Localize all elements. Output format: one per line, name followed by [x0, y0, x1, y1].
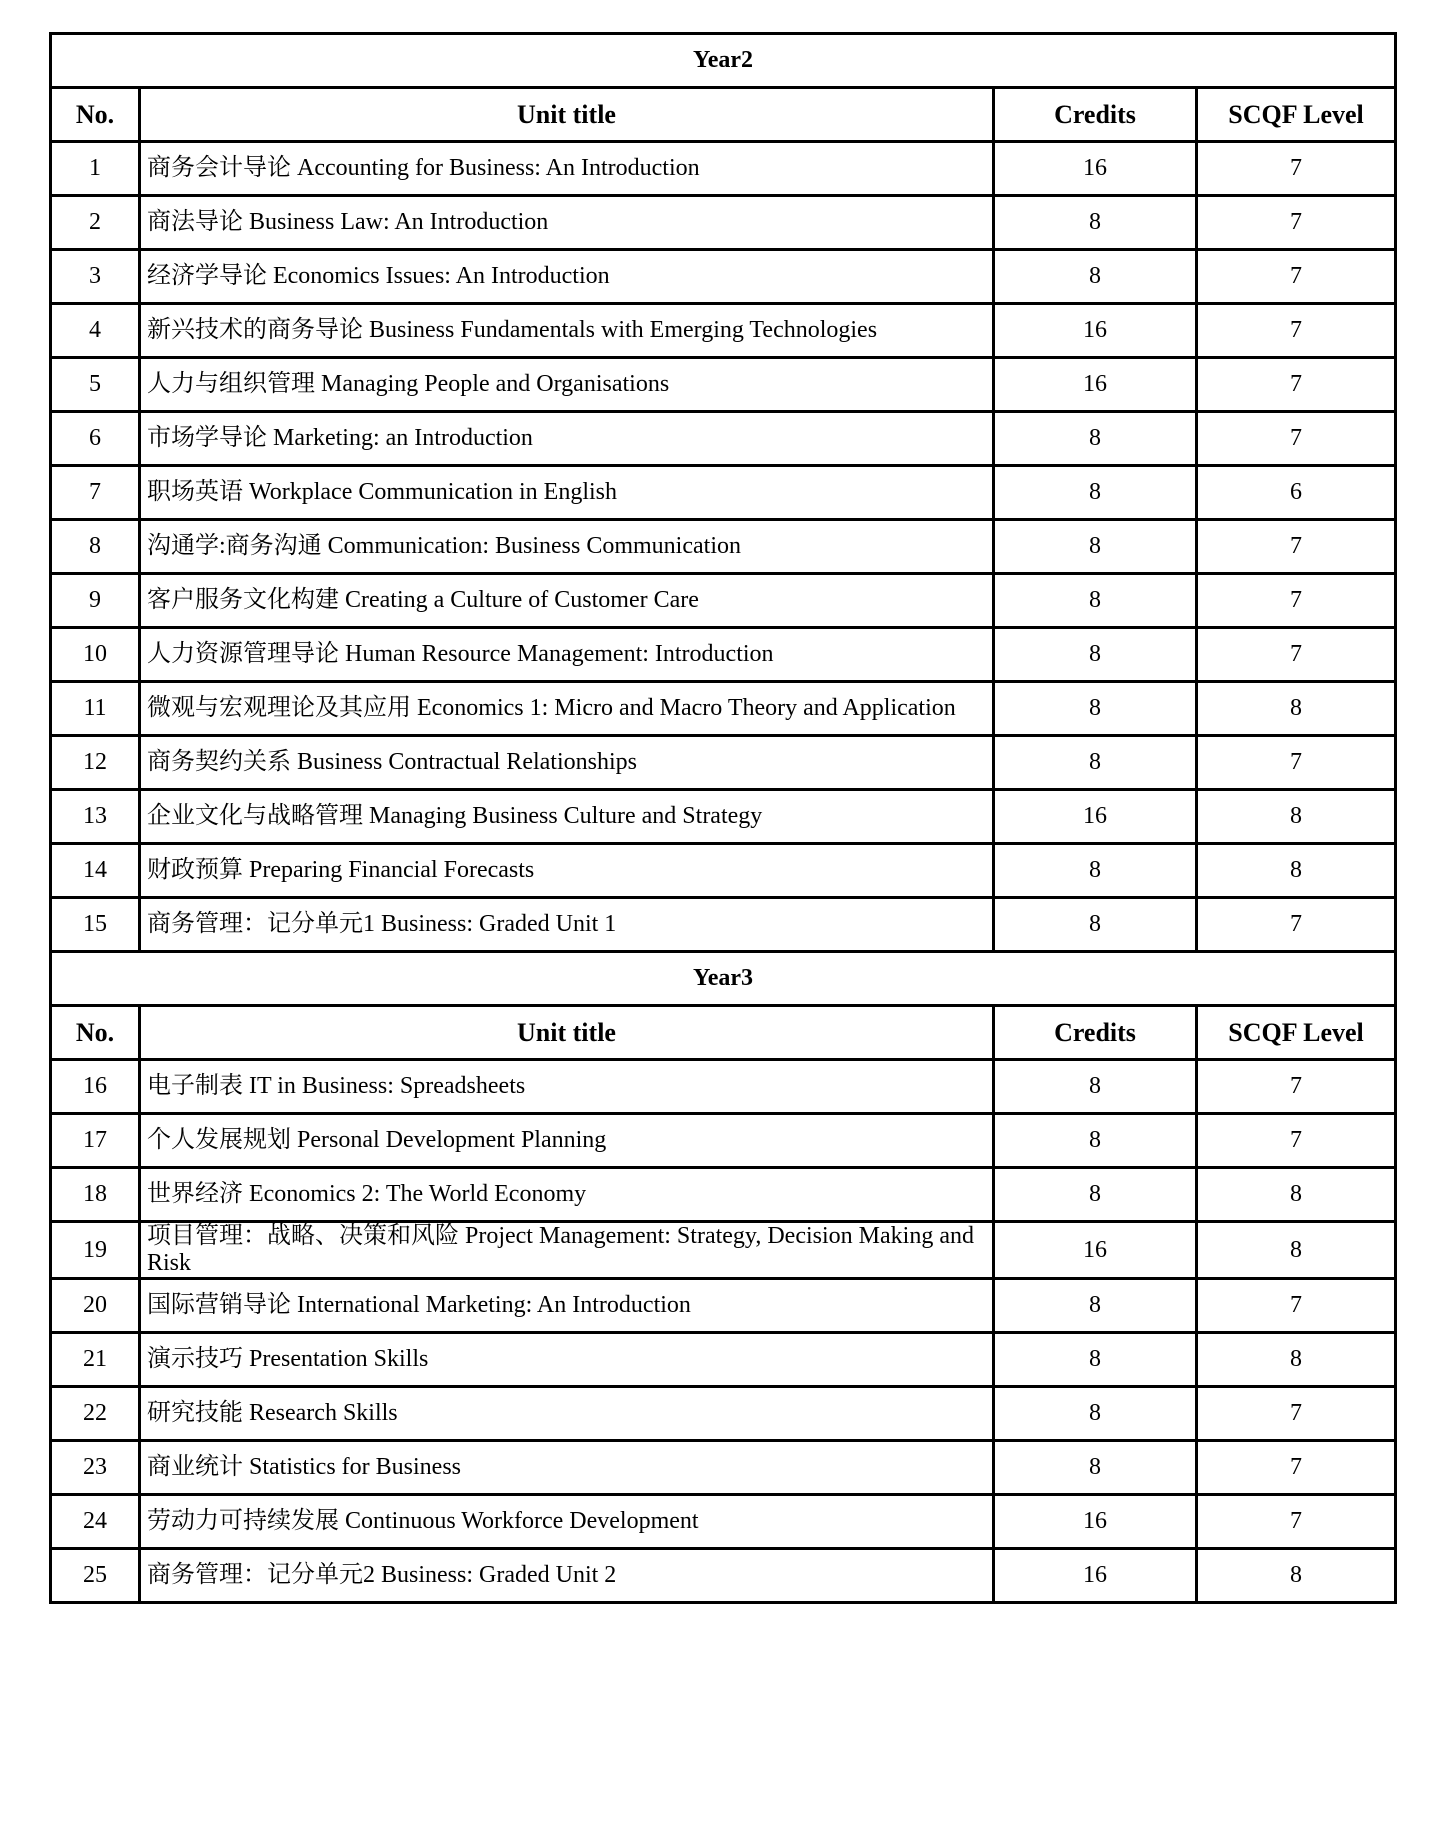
table-row [51, 520, 1396, 574]
header-scqf-level: SCQF Level [1197, 88, 1396, 142]
unit-title: 人力与组织管理 Managing People and Organisations [140, 358, 994, 412]
course-units-table-body [51, 34, 1396, 1603]
unit-scqf-level: 7 [1197, 1060, 1396, 1114]
unit-scqf-level: 7 [1197, 1279, 1396, 1333]
table-row [51, 628, 1396, 682]
unit-credits: 8 [994, 1168, 1197, 1222]
unit-credits: 8 [994, 574, 1197, 628]
unit-credits: 16 [994, 358, 1197, 412]
unit-credits: 8 [994, 1279, 1197, 1333]
table-row [51, 1549, 1396, 1603]
unit-number: 16 [51, 1060, 140, 1114]
unit-scqf-level: 8 [1197, 1168, 1396, 1222]
unit-scqf-level: 8 [1197, 790, 1396, 844]
unit-scqf-level: 7 [1197, 142, 1396, 196]
unit-number: 4 [51, 304, 140, 358]
unit-title: 劳动力可持续发展 Continuous Workforce Development [140, 1495, 994, 1549]
table-row [51, 1387, 1396, 1441]
table-row [51, 304, 1396, 358]
header-scqf-level: SCQF Level [1197, 1006, 1396, 1060]
header-unit-title: Unit title [140, 1006, 994, 1060]
unit-credits: 8 [994, 1114, 1197, 1168]
unit-title: 商务契约关系 Business Contractual Relationships [140, 736, 994, 790]
unit-credits: 8 [994, 1060, 1197, 1114]
table-row [51, 1495, 1396, 1549]
unit-credits: 8 [994, 628, 1197, 682]
table-row [51, 1222, 1396, 1279]
unit-credits: 8 [994, 466, 1197, 520]
unit-credits: 8 [994, 1387, 1197, 1441]
header-row [51, 1006, 1396, 1060]
unit-title: 市场学导论 Marketing: an Introduction [140, 412, 994, 466]
unit-title: 研究技能 Research Skills [140, 1387, 994, 1441]
unit-number: 14 [51, 844, 140, 898]
unit-number: 9 [51, 574, 140, 628]
unit-number: 20 [51, 1279, 140, 1333]
header-credits: Credits [994, 88, 1197, 142]
unit-number: 17 [51, 1114, 140, 1168]
table-row [51, 358, 1396, 412]
table-row [51, 1441, 1396, 1495]
unit-title: 客户服务文化构建 Creating a Culture of Customer Care [140, 574, 994, 628]
unit-scqf-level: 8 [1197, 1549, 1396, 1603]
unit-scqf-level: 7 [1197, 358, 1396, 412]
unit-credits: 16 [994, 790, 1197, 844]
unit-number: 25 [51, 1549, 140, 1603]
unit-title: 职场英语 Workplace Communication in English [140, 466, 994, 520]
unit-number: 18 [51, 1168, 140, 1222]
header-no: No. [51, 88, 140, 142]
unit-number: 10 [51, 628, 140, 682]
unit-credits: 8 [994, 898, 1197, 952]
table-row [51, 736, 1396, 790]
unit-title: 个人发展规划 Personal Development Planning [140, 1114, 994, 1168]
table-row [51, 1114, 1396, 1168]
unit-scqf-level: 7 [1197, 1387, 1396, 1441]
unit-number: 3 [51, 250, 140, 304]
unit-scqf-level: 7 [1197, 1114, 1396, 1168]
unit-number: 1 [51, 142, 140, 196]
table-row [51, 196, 1396, 250]
unit-number: 7 [51, 466, 140, 520]
header-no: No. [51, 1006, 140, 1060]
unit-credits: 8 [994, 412, 1197, 466]
unit-scqf-level: 7 [1197, 628, 1396, 682]
unit-credits: 16 [994, 1549, 1197, 1603]
unit-credits: 16 [994, 142, 1197, 196]
table-row [51, 466, 1396, 520]
unit-scqf-level: 7 [1197, 250, 1396, 304]
unit-credits: 8 [994, 1333, 1197, 1387]
unit-credits: 8 [994, 844, 1197, 898]
unit-scqf-level: 7 [1197, 736, 1396, 790]
table-row [51, 574, 1396, 628]
unit-scqf-level: 8 [1197, 682, 1396, 736]
unit-number: 2 [51, 196, 140, 250]
unit-number: 8 [51, 520, 140, 574]
unit-title: 项目管理：战略、决策和风险 Project Management: Strategy, Decision Making and Risk [140, 1222, 994, 1279]
unit-title: 国际营销导论 International Marketing: An Introduction [140, 1279, 994, 1333]
unit-credits: 16 [994, 1495, 1197, 1549]
table-row [51, 1060, 1396, 1114]
unit-title: 人力资源管理导论 Human Resource Management: Introduction [140, 628, 994, 682]
table-row [51, 682, 1396, 736]
unit-credits: 8 [994, 682, 1197, 736]
table-row [51, 250, 1396, 304]
table-row [51, 844, 1396, 898]
unit-title: 商务管理：记分单元2 Business: Graded Unit 2 [140, 1549, 994, 1603]
unit-scqf-level: 7 [1197, 520, 1396, 574]
unit-title: 商务管理：记分单元1 Business: Graded Unit 1 [140, 898, 994, 952]
unit-title: 商务会计导论 Accounting for Business: An Introduction [140, 142, 994, 196]
unit-scqf-level: 7 [1197, 898, 1396, 952]
unit-credits: 8 [994, 196, 1197, 250]
unit-title: 新兴技术的商务导论 Business Fundamentals with Emerging Technologies [140, 304, 994, 358]
unit-number: 12 [51, 736, 140, 790]
table-row [51, 898, 1396, 952]
unit-scqf-level: 7 [1197, 196, 1396, 250]
unit-number: 5 [51, 358, 140, 412]
unit-title: 电子制表 IT in Business: Spreadsheets [140, 1060, 994, 1114]
unit-title: 经济学导论 Economics Issues: An Introduction [140, 250, 994, 304]
unit-number: 11 [51, 682, 140, 736]
unit-number: 6 [51, 412, 140, 466]
unit-title: 财政预算 Preparing Financial Forecasts [140, 844, 994, 898]
year-title: Year2 [51, 34, 1396, 88]
unit-credits: 8 [994, 250, 1197, 304]
table-row [51, 1333, 1396, 1387]
table-row [51, 412, 1396, 466]
unit-scqf-level: 7 [1197, 412, 1396, 466]
unit-credits: 8 [994, 1441, 1197, 1495]
unit-title: 演示技巧 Presentation Skills [140, 1333, 994, 1387]
unit-credits: 8 [994, 520, 1197, 574]
header-unit-title: Unit title [140, 88, 994, 142]
unit-title: 商法导论 Business Law: An Introduction [140, 196, 994, 250]
unit-title: 世界经济 Economics 2: The World Economy [140, 1168, 994, 1222]
year-title-row [51, 34, 1396, 88]
unit-scqf-level: 7 [1197, 1495, 1396, 1549]
unit-title: 微观与宏观理论及其应用 Economics 1: Micro and Macro Theory and Application [140, 682, 994, 736]
unit-scqf-level: 7 [1197, 574, 1396, 628]
header-credits: Credits [994, 1006, 1197, 1060]
unit-number: 21 [51, 1333, 140, 1387]
unit-number: 24 [51, 1495, 140, 1549]
unit-credits: 8 [994, 736, 1197, 790]
unit-scqf-level: 8 [1197, 1222, 1396, 1279]
unit-title: 企业文化与战略管理 Managing Business Culture and Strategy [140, 790, 994, 844]
unit-number: 23 [51, 1441, 140, 1495]
header-row [51, 88, 1396, 142]
table-row [51, 142, 1396, 196]
unit-credits: 16 [994, 304, 1197, 358]
year-title-row [51, 952, 1396, 1006]
unit-title: 商业统计 Statistics for Business [140, 1441, 994, 1495]
unit-scqf-level: 8 [1197, 844, 1396, 898]
unit-scqf-level: 7 [1197, 1441, 1396, 1495]
unit-number: 13 [51, 790, 140, 844]
unit-number: 15 [51, 898, 140, 952]
unit-credits: 16 [994, 1222, 1197, 1279]
table-row [51, 1168, 1396, 1222]
table-row [51, 790, 1396, 844]
course-units-table [49, 32, 1397, 1604]
unit-number: 22 [51, 1387, 140, 1441]
table-row [51, 1279, 1396, 1333]
unit-title: 沟通学:商务沟通 Communication: Business Communication [140, 520, 994, 574]
unit-scqf-level: 8 [1197, 1333, 1396, 1387]
unit-scqf-level: 7 [1197, 304, 1396, 358]
year-title: Year3 [51, 952, 1396, 1006]
unit-scqf-level: 6 [1197, 466, 1396, 520]
unit-number: 19 [51, 1222, 140, 1279]
